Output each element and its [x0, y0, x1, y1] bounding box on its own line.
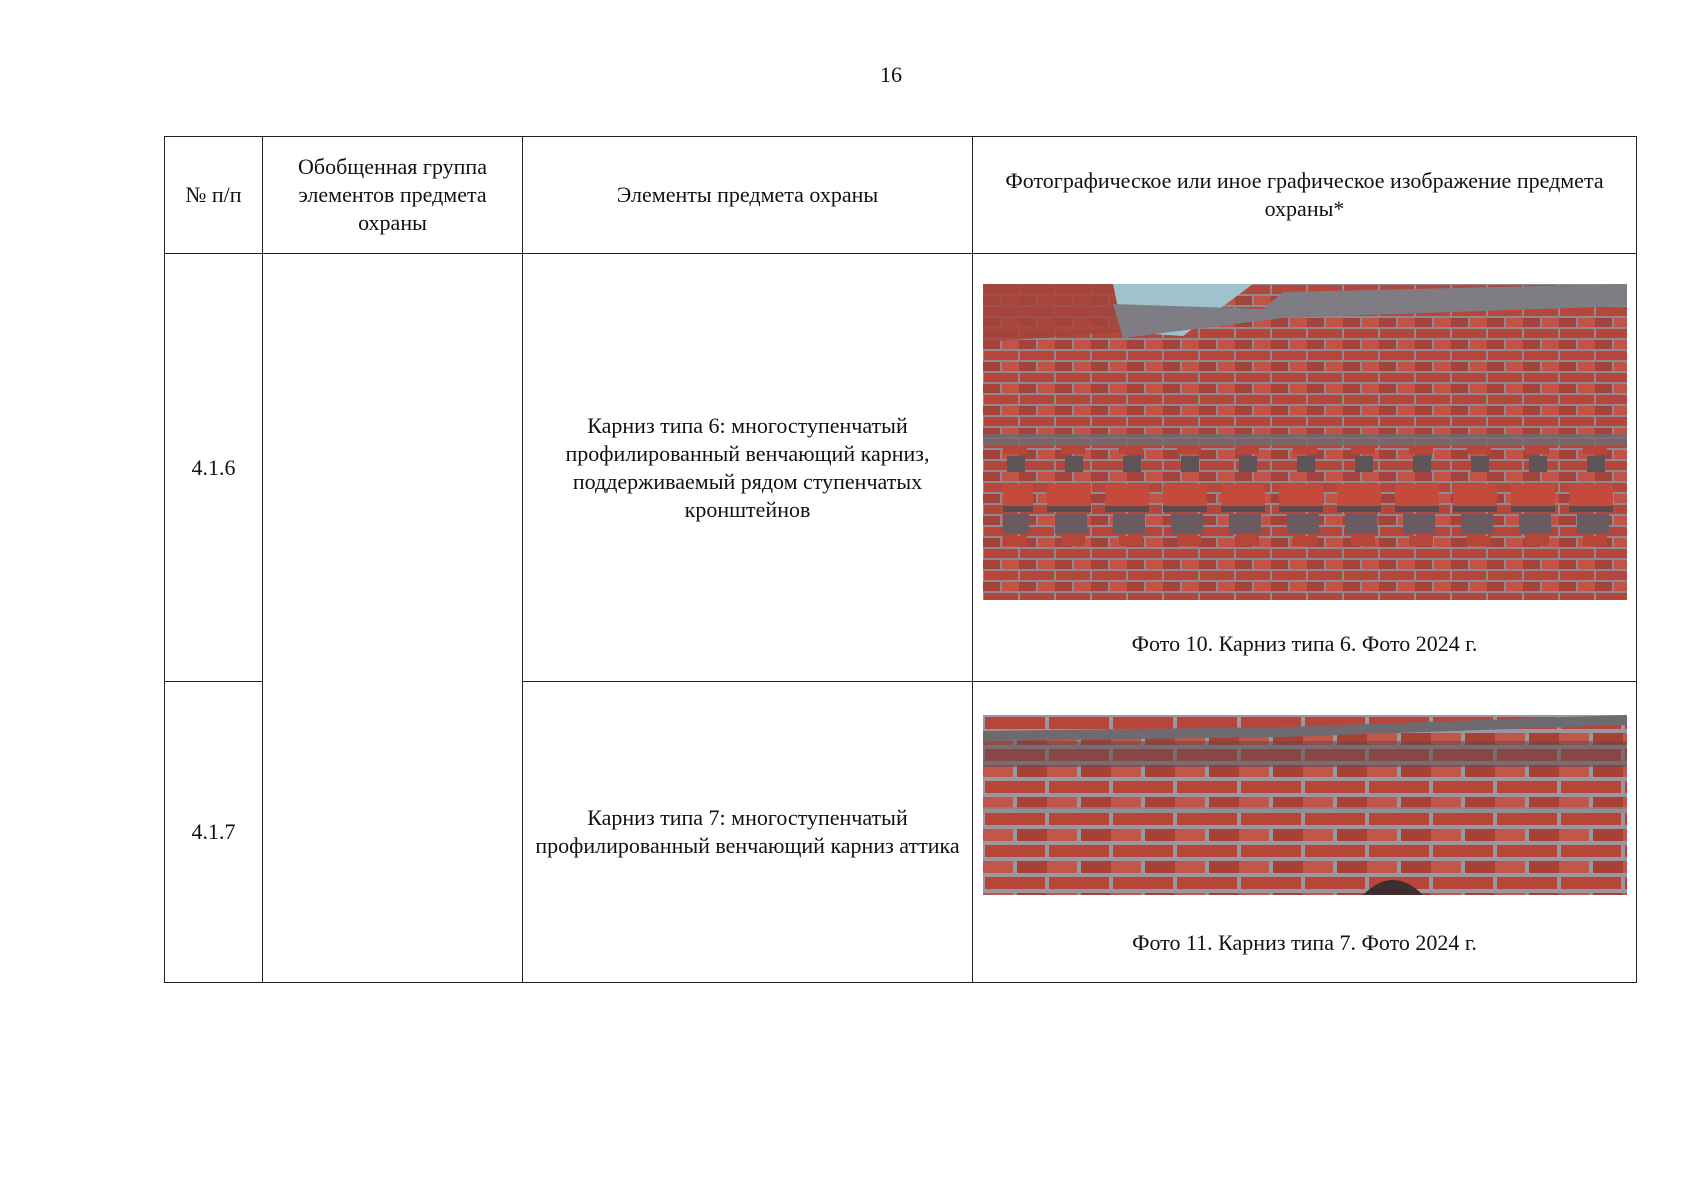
element-description: Карниз типа 7: многоступенчатый профилированный венчающий карниз аттика [523, 682, 973, 983]
element-description: Карниз типа 6: многоступенчатый профилированный венчающий карниз, поддерживаемый рядом ступенчатых кронштейнов [523, 254, 973, 682]
row-number: 4.1.7 [165, 682, 263, 983]
photo-cell [973, 254, 1637, 682]
table-row [165, 254, 1637, 682]
header-group: Обобщенная группа элементов предмета охраны [263, 137, 523, 254]
row-number: 4.1.6 [165, 254, 263, 682]
header-number: № п/п [165, 137, 263, 254]
cornice-photo-type-6 [983, 284, 1627, 600]
cornice-photo-type-7 [983, 715, 1627, 895]
photo-caption: Фото 11. Карниз типа 7. Фото 2024 г. [1132, 930, 1477, 955]
photo-caption: Фото 10. Карниз типа 6. Фото 2024 г. [1131, 630, 1478, 656]
photo-cell [973, 682, 1637, 983]
header-photo: Фотографическое или иное графическое изображение предмета охраны* [973, 137, 1637, 254]
header-elements: Элементы предмета охраны [523, 137, 973, 254]
heritage-elements-table [164, 136, 1637, 983]
table-header-row [165, 137, 1637, 254]
group-cell [263, 254, 523, 983]
page-number: 16 [880, 62, 902, 87]
